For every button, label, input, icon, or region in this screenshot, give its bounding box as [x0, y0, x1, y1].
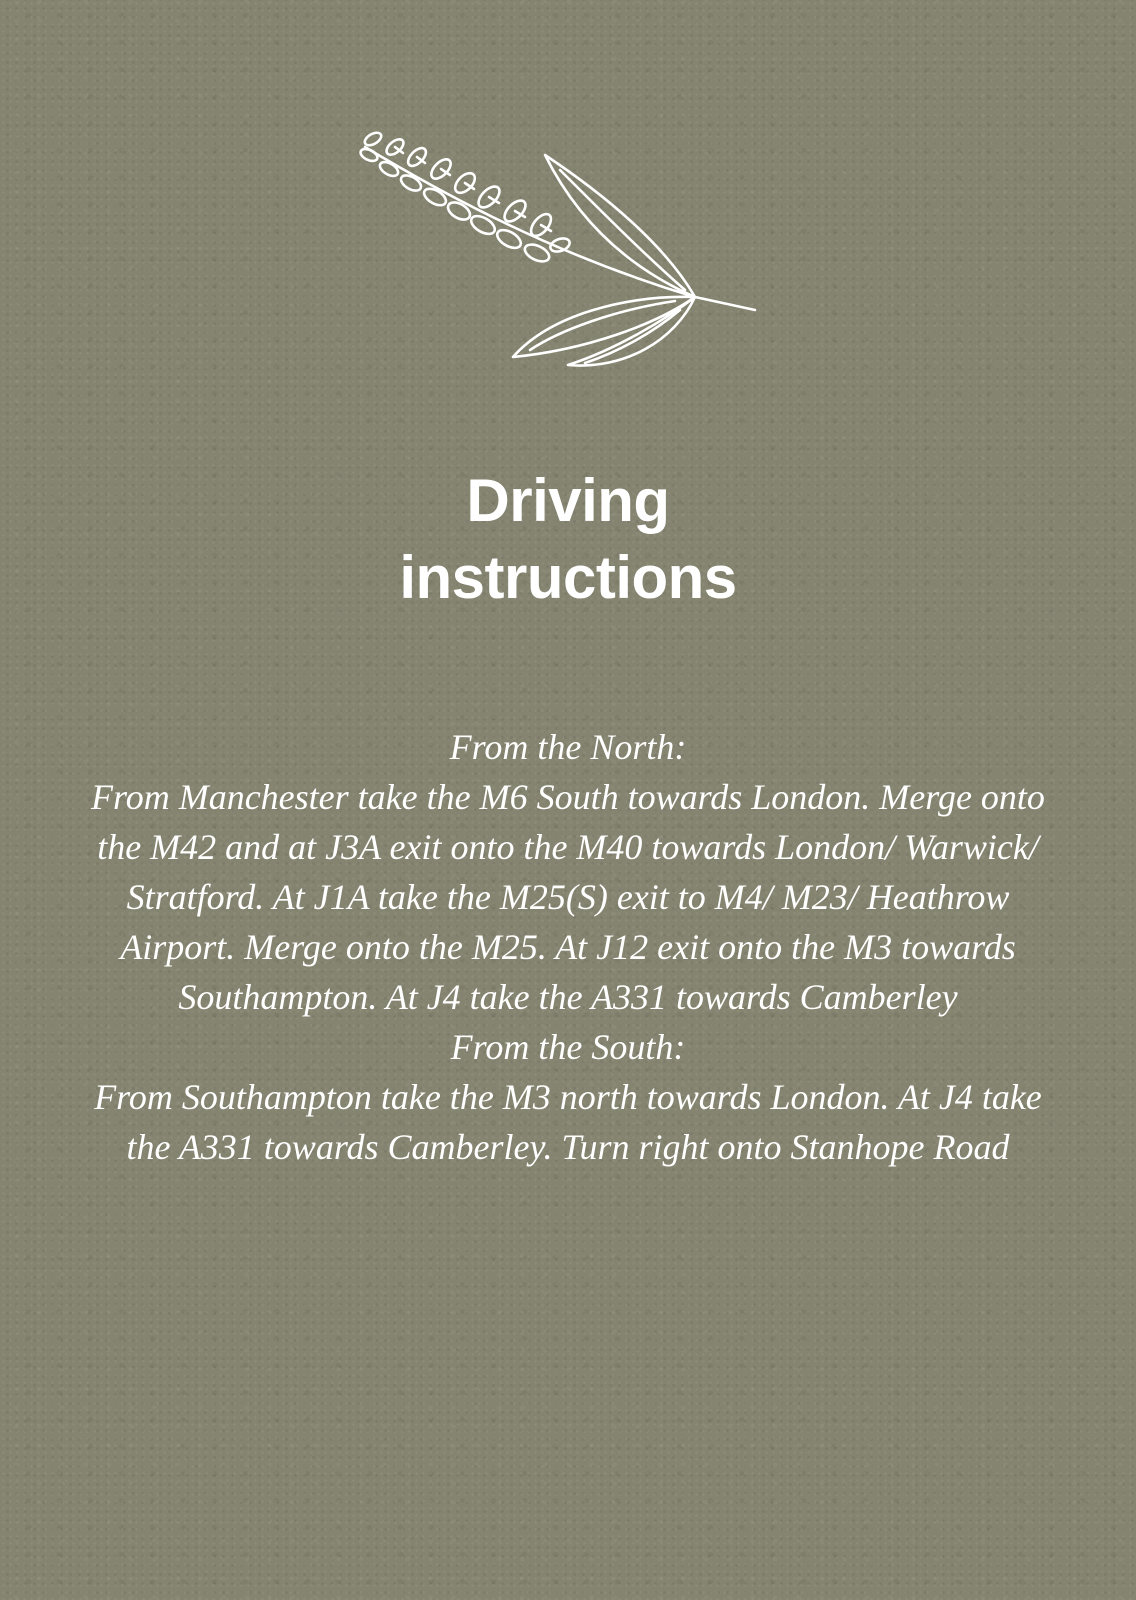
title-line-2: instructions	[399, 544, 737, 611]
directions-text	[90, 722, 1046, 1172]
north-directions: From Manchester take the M6 South towards London. Merge onto the M42 and at J3A exit onto the M40 towards London/ Warwick/ Stratford. At J1A take the M25(S) exit to M4/ M23/ Heathrow Airport. Merge onto the M25. At J12 exit onto the M3 towards Southampton. At J4 take the A331 towards Camberley	[91, 777, 1045, 1017]
south-heading: From the South:	[450, 1027, 686, 1067]
title-line-1: Driving	[466, 467, 670, 534]
page-title	[0, 462, 1136, 616]
north-heading: From the North:	[449, 727, 687, 767]
south-directions: From Southampton take the M3 north towards London. At J4 take the A331 towards Camberley. Turn right onto Stanhope Road	[94, 1077, 1042, 1167]
lavender-sprig-icon	[355, 125, 775, 385]
